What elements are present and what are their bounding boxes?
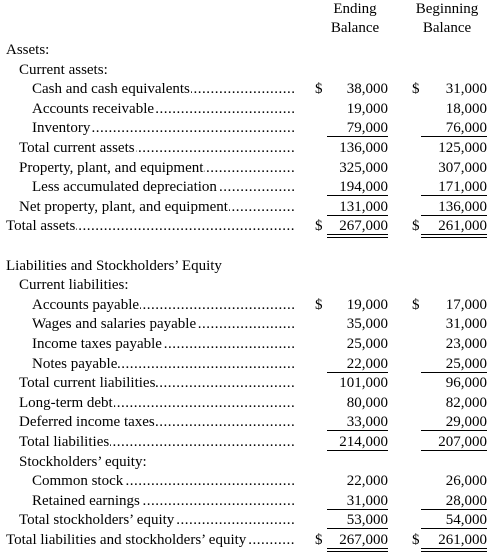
underline xyxy=(327,509,388,510)
value-ending-number: 33,000 xyxy=(346,414,388,431)
row-label-text: Less accumulated depreciation xyxy=(32,179,217,196)
value-beginning-number: 76,000 xyxy=(445,120,487,137)
row-label-text: Total liabilities and stockholders’ equity xyxy=(6,532,247,548)
value-beginning xyxy=(412,472,487,491)
row-label-text xyxy=(6,238,7,254)
column-header-ending xyxy=(322,0,388,38)
value-ending xyxy=(315,159,388,178)
value-beginning-number: 307,000 xyxy=(438,159,487,176)
row-label xyxy=(19,433,296,452)
value-beginning-number: 26,000 xyxy=(445,473,487,490)
row-label-text: Accounts receivable xyxy=(32,100,155,117)
value-beginning-number: 207,000 xyxy=(438,434,487,450)
column-header-ending-line1: Ending xyxy=(333,1,377,17)
currency-symbol: $ xyxy=(412,296,420,313)
value-beginning xyxy=(412,80,487,99)
row-label xyxy=(6,531,296,550)
statement-row xyxy=(0,276,489,295)
statement-row xyxy=(0,119,489,138)
row-label-text: Total current assets xyxy=(19,140,135,156)
statement-row xyxy=(0,217,489,236)
row-label-text: Total current liabilities xyxy=(19,375,156,392)
statement-row xyxy=(0,394,489,413)
currency-symbol: $ xyxy=(412,218,420,235)
statement-row xyxy=(0,100,489,119)
statement-row xyxy=(0,61,489,80)
column-header-beginning-line2: Balance xyxy=(422,20,472,36)
statement-row xyxy=(0,335,489,354)
row-label-text: Common stock xyxy=(32,473,124,490)
statement-row xyxy=(0,139,489,158)
row-label-text: Stockholders’ equity: xyxy=(19,453,147,470)
value-beginning-number: 28,000 xyxy=(445,492,487,509)
double-underline xyxy=(421,548,487,552)
currency-symbol: $ xyxy=(315,532,323,548)
row-label xyxy=(32,119,296,138)
row-label-text: Wages and salaries payable xyxy=(32,316,197,333)
underline xyxy=(327,215,388,216)
row-label xyxy=(32,472,296,491)
row-label-text: Income taxes payable xyxy=(32,336,162,352)
statement-row xyxy=(0,198,489,217)
value-ending xyxy=(315,472,388,491)
value-beginning-number: 54,000 xyxy=(445,512,487,529)
value-beginning xyxy=(412,335,487,354)
value-ending-number: 22,000 xyxy=(346,473,388,490)
underline xyxy=(327,528,388,529)
column-header-beginning xyxy=(409,0,485,38)
value-ending xyxy=(315,139,388,158)
statement-row xyxy=(0,159,489,178)
statement-row xyxy=(0,413,489,432)
underline xyxy=(421,195,487,196)
value-beginning-number: 31,000 xyxy=(445,316,487,333)
value-beginning-number: 261,000 xyxy=(438,218,487,235)
underline xyxy=(327,430,388,431)
row-label xyxy=(19,276,319,295)
column-header-beginning-line1: Beginning xyxy=(415,1,479,17)
row-label xyxy=(32,296,296,315)
value-beginning xyxy=(412,296,487,315)
value-ending-number: 22,000 xyxy=(346,355,388,372)
row-label xyxy=(19,413,296,432)
statement-row xyxy=(0,315,489,334)
row-label-text: Accounts payable xyxy=(32,296,140,313)
row-label xyxy=(19,139,296,158)
row-label xyxy=(32,492,296,511)
column-header-ending-line2: Balance xyxy=(330,20,380,36)
row-label-text: Net property, plant, and equipment xyxy=(19,198,228,215)
value-beginning xyxy=(412,394,487,413)
value-ending xyxy=(315,335,388,354)
value-beginning-number: 261,000 xyxy=(438,532,487,548)
underline xyxy=(421,215,487,216)
row-label-text: Long-term debt xyxy=(19,394,113,411)
row-label xyxy=(19,511,296,530)
underline xyxy=(327,450,388,451)
value-beginning-number: 17,000 xyxy=(445,296,487,313)
underline xyxy=(421,372,487,373)
statement-row xyxy=(0,531,489,550)
row-label-text: Total liabilities xyxy=(19,434,110,450)
value-ending xyxy=(315,80,388,99)
value-ending-number: 267,000 xyxy=(339,532,388,548)
value-ending-number: 19,000 xyxy=(346,100,388,117)
statement-row xyxy=(0,237,489,256)
value-beginning xyxy=(412,100,487,119)
value-ending-number: 131,000 xyxy=(339,198,388,215)
underline xyxy=(421,450,487,451)
value-beginning-number: 125,000 xyxy=(438,140,487,156)
value-beginning-number: 31,000 xyxy=(445,81,487,98)
row-label xyxy=(32,315,296,334)
row-label-text: Total assets xyxy=(6,218,76,235)
value-ending xyxy=(315,100,388,119)
row-label xyxy=(32,100,296,119)
statement-row xyxy=(0,453,489,472)
underline xyxy=(421,509,487,510)
statement-row xyxy=(0,433,489,452)
value-beginning-number: 82,000 xyxy=(445,394,487,411)
value-ending-number: 101,000 xyxy=(339,375,388,392)
row-label xyxy=(19,61,319,80)
statement-row xyxy=(0,355,489,374)
statement-row xyxy=(0,41,489,60)
row-label-text: Liabilities and Stockholders’ Equity xyxy=(6,257,222,274)
value-beginning xyxy=(412,139,487,158)
value-ending-number: 38,000 xyxy=(346,81,388,98)
row-label-text: Deferred income taxes xyxy=(19,414,155,431)
value-ending-number: 35,000 xyxy=(346,316,388,333)
value-ending-number: 267,000 xyxy=(339,218,388,235)
row-label xyxy=(32,80,296,99)
value-ending xyxy=(315,296,388,315)
row-label-text: Notes payable xyxy=(32,355,118,372)
value-ending-number: 325,000 xyxy=(339,159,388,176)
underline xyxy=(421,430,487,431)
value-beginning-number: 171,000 xyxy=(438,179,487,196)
row-label xyxy=(19,159,296,178)
value-beginning-number: 18,000 xyxy=(445,100,487,117)
value-ending-number: 25,000 xyxy=(346,336,388,352)
row-label xyxy=(6,41,306,60)
value-ending-number: 80,000 xyxy=(346,394,388,411)
value-ending-number: 136,000 xyxy=(339,140,388,156)
statement-row xyxy=(0,492,489,511)
currency-symbol: $ xyxy=(315,218,323,235)
row-label-text: Total stockholders’ equity xyxy=(19,512,175,529)
value-ending-number: 53,000 xyxy=(346,512,388,529)
row-label-text: Retained earnings xyxy=(32,492,140,509)
row-label-text: Current assets: xyxy=(19,61,108,78)
currency-symbol: $ xyxy=(412,81,420,98)
row-label xyxy=(6,257,306,276)
value-beginning-number: 29,000 xyxy=(445,414,487,431)
currency-symbol: $ xyxy=(315,81,323,98)
statement-row xyxy=(0,511,489,530)
row-label xyxy=(32,335,296,354)
statement-row xyxy=(0,374,489,393)
value-beginning-number: 96,000 xyxy=(445,375,487,392)
value-ending-number: 214,000 xyxy=(339,434,388,450)
row-label xyxy=(19,453,319,472)
value-ending xyxy=(315,374,388,393)
statement-row xyxy=(0,472,489,491)
underline xyxy=(421,136,487,137)
value-ending-number: 194,000 xyxy=(339,179,388,196)
row-label-text: Assets: xyxy=(6,42,50,58)
value-beginning-number: 136,000 xyxy=(438,198,487,215)
value-ending-number: 79,000 xyxy=(346,120,388,137)
row-label xyxy=(6,237,306,256)
row-label xyxy=(32,178,296,197)
value-ending xyxy=(315,315,388,334)
underline xyxy=(327,195,388,196)
value-beginning xyxy=(412,159,487,178)
value-beginning xyxy=(412,374,487,393)
currency-symbol: $ xyxy=(315,296,323,313)
row-label-text: Property, plant, and equipment xyxy=(19,159,204,176)
underline xyxy=(327,136,388,137)
value-beginning xyxy=(412,315,487,334)
row-label-text: Cash and cash equivalents xyxy=(32,81,190,98)
currency-symbol: $ xyxy=(412,532,420,548)
value-ending-number: 19,000 xyxy=(346,296,388,313)
row-label xyxy=(19,394,296,413)
underline xyxy=(327,372,388,373)
statement-row xyxy=(0,178,489,197)
underline xyxy=(421,528,487,529)
statement-row xyxy=(0,257,489,276)
value-ending xyxy=(315,394,388,413)
row-label-text: Current liabilities: xyxy=(19,277,129,294)
value-beginning-number: 23,000 xyxy=(445,336,487,352)
row-label-text: Inventory xyxy=(32,120,91,137)
double-underline xyxy=(327,548,388,552)
row-label xyxy=(32,355,296,374)
row-label xyxy=(19,374,296,393)
value-ending-number: 31,000 xyxy=(346,492,388,509)
row-label xyxy=(6,217,296,236)
statement-row xyxy=(0,80,489,99)
row-label xyxy=(19,198,296,217)
statement-row xyxy=(0,296,489,315)
value-beginning-number: 25,000 xyxy=(445,355,487,372)
